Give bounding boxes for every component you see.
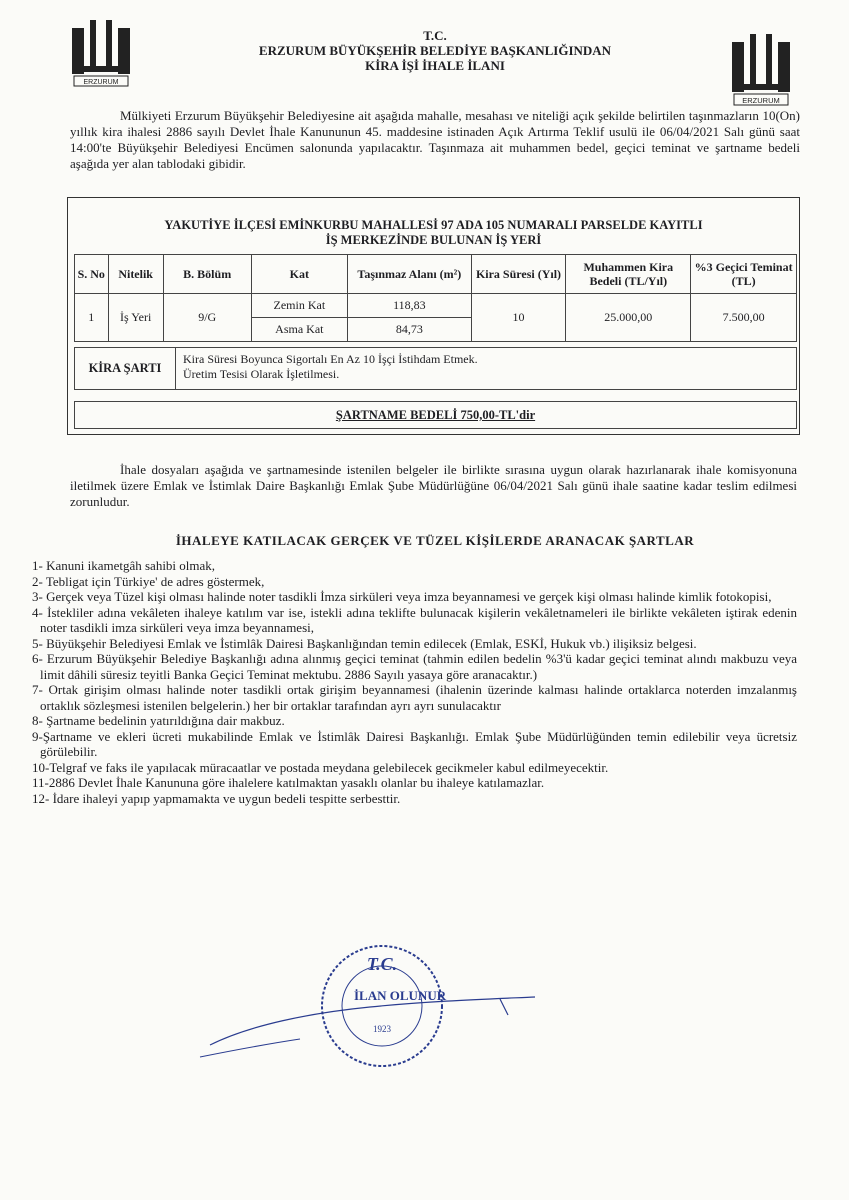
list-item: 1- Kanuni ikametgâh sahibi olmak, bbox=[32, 558, 216, 573]
col-sno: S. No bbox=[75, 255, 109, 294]
col-sure: Kira Süresi (Yıl) bbox=[471, 255, 566, 294]
list-item: 11-2886 Devlet İhale Kanununa göre ihalelere katılmaktan yasaklı olanlar bu ihaleye katılamazlar. bbox=[32, 775, 545, 790]
cell-bedel: 25.000,00 bbox=[566, 294, 691, 342]
svg-text:1923: 1923 bbox=[373, 1024, 391, 1034]
official-stamp bbox=[318, 942, 446, 1070]
rental-table bbox=[74, 254, 797, 342]
stamp-label: İLAN OLUNUR bbox=[354, 988, 447, 1003]
table-row bbox=[75, 294, 797, 318]
cell-teminat: 7.500,00 bbox=[691, 294, 797, 342]
list-item: 6- Erzurum Büyükşehir Belediye Başkanlığı adına alınmış geçici teminat (tahmin edilen bedelin %3'ü kadar geçici teminat alındı makbuzu veya limit dâhili süresiz teyitli Banka Geçici Teminat mektubu. 2886 Sayılı yasaya göre aranacaktır.) bbox=[32, 651, 797, 682]
list-item: 4- İstekliler adına vekâleten ihaleye katılım var ise, istekli adına teklifte bulunacak kişilerin vekâletnameleri ile birlikte vekâleten iştirak edenin noter tasdikli imza sirküleri veya imza beyannamesi, bbox=[32, 604, 797, 635]
property-title-line2: İŞ MERKEZİNDE BULUNAN İŞ YERİ bbox=[325, 233, 542, 247]
cell-kat-1: Zemin Kat bbox=[251, 294, 348, 318]
rental-condition-line2: Üretim Tesisi Olarak İşletilmesi. bbox=[183, 367, 340, 381]
specification-fee-row bbox=[74, 401, 797, 429]
svg-text:ERZURUM: ERZURUM bbox=[742, 96, 780, 105]
property-box bbox=[67, 197, 800, 435]
rental-condition-row bbox=[74, 347, 797, 390]
list-item: 2- Tebligat için Türkiye' de adres göstermek, bbox=[32, 573, 265, 589]
header-announcement-title: KİRA İŞİ İHALE İLANI bbox=[365, 58, 505, 73]
rental-condition-line1: Kira Süresi Boyunca Sigortalı En Az 10 İşçi İstihdam Etmek. bbox=[183, 352, 478, 366]
col-alan: Taşınmaz Alanı (m²) bbox=[348, 255, 472, 294]
cell-kat-2: Asma Kat bbox=[251, 318, 348, 342]
table-header-row bbox=[75, 255, 797, 294]
cell-sno: 1 bbox=[75, 294, 109, 342]
document-header bbox=[200, 28, 670, 73]
col-bedel: Muhammen Kira Bedeli (TL/Yıl) bbox=[566, 255, 691, 294]
list-item: 3- Gerçek veya Tüzel kişi olması halinde noter tasdikli İmza sirküleri veya imza beyannamesi ve gerçek kişi olması halinde kimlik fotokopisi, bbox=[32, 589, 772, 604]
rental-condition-label: KİRA ŞARTI bbox=[75, 348, 176, 389]
col-nitelik: Nitelik bbox=[108, 255, 163, 294]
cell-sure: 10 bbox=[471, 294, 566, 342]
property-title bbox=[68, 218, 799, 248]
col-kat: Kat bbox=[251, 255, 348, 294]
municipality-logo-left bbox=[70, 18, 132, 88]
list-item: 7- Ortak girişim olması halinde noter tasdikli ortak girişim beyannamesi (ihalenin üzerinde kalması halinde ortaklarca noterden imzalanmış ortaklık sözleşmesi istenilen belgelerin.) her bir ortaklar tarafından ayrı ayrı sunulacaktır bbox=[32, 682, 797, 713]
list-item: 5- Büyükşehir Belediyesi Emlak ve İstimlâk Dairesi Başkanlığından temin edilecek (Emlak, ESKİ, Hukuk vb.) ilişiksiz belgesi. bbox=[32, 635, 697, 651]
submission-paragraph: İhale dosyaları aşağıda ve şartnamesinde istenilen belgeler ile birlikte sırasına uygun olarak hazırlanarak ihale komisyonuna iletilmek üzere Emlak ve İstimlak Daire Başkanlığı Emlak Şube Müdürlüğüne 06/04/2021 Salı günü ihale saatine kadar teslim edilmesi zorunludur. bbox=[70, 462, 797, 509]
cell-alan-1: 118,83 bbox=[348, 294, 472, 318]
col-teminat: %3 Geçici Teminat (TL) bbox=[691, 255, 797, 294]
rental-condition-text bbox=[183, 352, 478, 382]
specification-fee: ŞARTNAME BEDELİ 750,00-TL'dir bbox=[335, 408, 536, 422]
municipality-logo-right bbox=[730, 30, 792, 108]
list-item: 12- İdare ihaleyi yapıp yapmamakta ve uygun bedeli tespitte serbesttir. bbox=[32, 790, 401, 806]
conditions-list bbox=[32, 558, 797, 806]
svg-text:ERZURUM: ERZURUM bbox=[83, 79, 119, 86]
header-tc: T.C. bbox=[423, 28, 447, 43]
intro-paragraph: Mülkiyeti Erzurum Büyükşehir Belediyesine ait aşağıda mahalle, mesahası ve niteliği açık şekilde belirtilen taşınmazların 10(On) yıllık kira ihalesi 2886 sayılı Devlet İhale Kanununun 45. maddesine istinaden Açık Artırma Teklif usulü ile 06/04/2021 Salı günü saat 14:00'te Büyükşehir Belediyesi Encümen salonunda yapılacaktır. Taşınmaza ait muhammen bedel, geçici teminat ve şartname bedeli aşağıda yer alan tablodaki gibidir. bbox=[70, 108, 800, 171]
cell-alan-2: 84,73 bbox=[348, 318, 472, 342]
property-title-line1: YAKUTİYE İLÇESİ EMİNKURBU MAHALLESİ 97 ADA 105 NUMARALI PARSELDE KAYITLI bbox=[164, 218, 703, 232]
list-item: 8- Şartname bedelinin yatırıldığına dair makbuz. bbox=[32, 713, 285, 728]
col-bolum: B. Bölüm bbox=[163, 255, 251, 294]
cell-nitelik: İş Yeri bbox=[108, 294, 163, 342]
header-authority: ERZURUM BÜYÜKŞEHİR BELEDİYE BAŞKANLIĞINDAN bbox=[258, 43, 612, 58]
list-item: 9-Şartname ve ekleri ücreti mukabilinde Emlak ve İstimlâk Dairesi Başkanlığı. Emlak Şube Müdürlüğünden temin edilebilir veya ücretsiz görülebilir. bbox=[32, 728, 797, 759]
list-item: 10-Telgraf ve faks ile yapılacak müracaatlar ve postada meydana gelebilecek gecikmeler kabul edilmeyecektir. bbox=[32, 759, 609, 775]
svg-text:T.C.: T.C. bbox=[366, 954, 398, 974]
conditions-title: İHALEYE KATILACAK GERÇEK VE TÜZEL KİŞİLERDE ARANACAK ŞARTLAR bbox=[175, 533, 695, 548]
cell-bolum: 9/G bbox=[163, 294, 251, 342]
